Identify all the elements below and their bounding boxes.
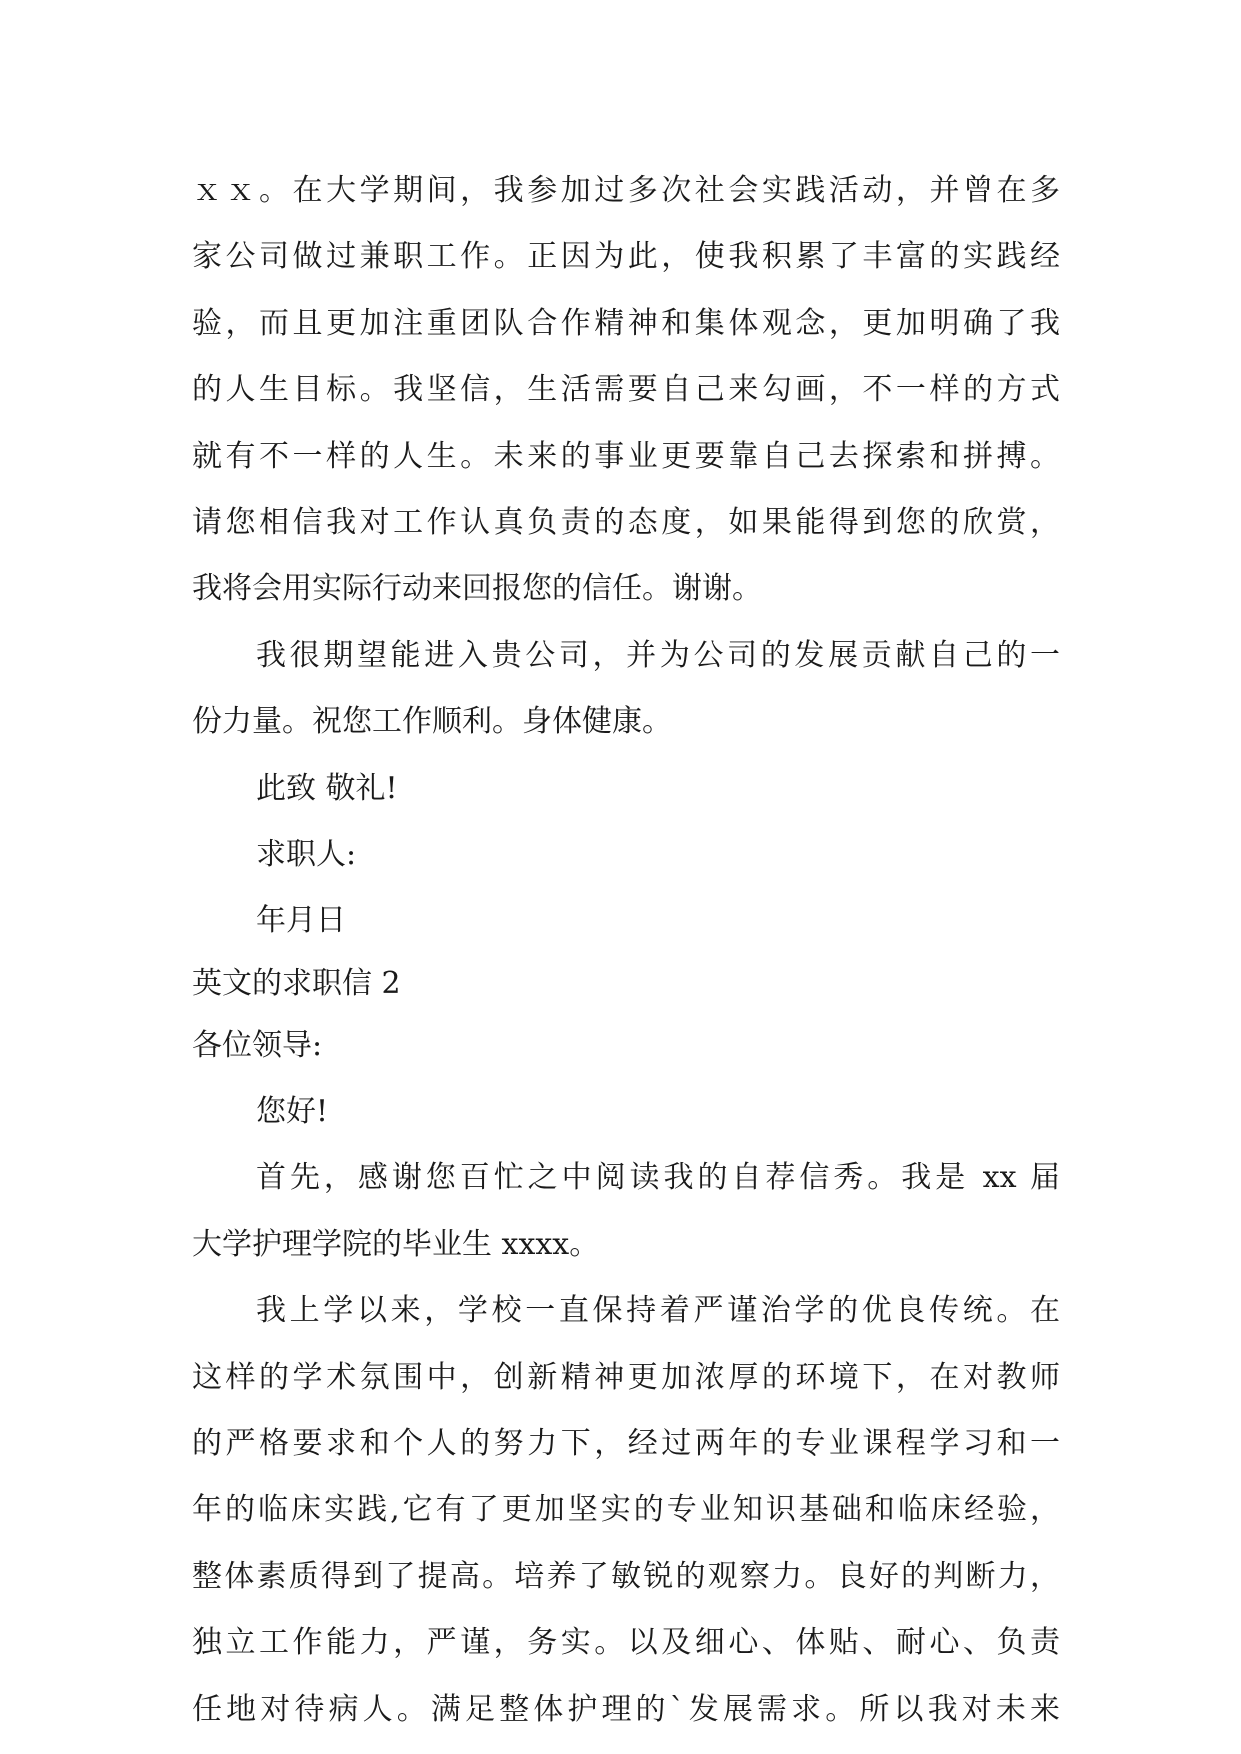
text-line: 的人生目标。我坚信，生活需要自己来勾画，不一样的方式 xyxy=(192,372,1060,408)
text-line: 家公司做过兼职工作。正因为此，使我积累了丰富的实践经 xyxy=(192,239,1060,275)
text-line: ｘｘ。在大学期间，我参加过多次社会实践活动，并曾在多 xyxy=(192,173,1060,208)
text-line: 验，而且更加注重团队合作精神和集体观念，更加明确了我 xyxy=(192,305,1060,341)
paragraph-education xyxy=(192,1278,1060,1743)
text-line: 我很期望能进入贵公司，并为公司的发展贡献自己的一 xyxy=(256,637,1060,673)
letter-body xyxy=(192,158,1060,1743)
text-line: 独立工作能力，严谨，务实。以及细心、体贴、耐心、负责 xyxy=(192,1625,1060,1661)
letter-date: 年月日 xyxy=(256,903,346,939)
text-line: 我将会用实际行动来回报您的信任。谢谢。 xyxy=(192,571,762,607)
paragraph-hope xyxy=(192,623,1060,756)
closing-salute: 此致 敬礼! xyxy=(256,770,398,806)
applicant-signature: 求职人: xyxy=(256,836,357,872)
section-title: 英文的求职信 2 xyxy=(192,965,401,1001)
text-line: 的严格要求和个人的努力下，经过两年的专业课程学习和一 xyxy=(192,1426,1060,1462)
text-line: 任地对待病人。满足整体护理的`发展需求。所以我对未来 xyxy=(192,1691,1060,1727)
text-line: 请您相信我对工作认真负责的态度，如果能得到您的欣赏， xyxy=(192,504,1060,540)
text-line: 我上学以来，学校一直保持着严谨治学的优良传统。在 xyxy=(256,1293,1060,1329)
text-line: 整体素质得到了提高。培养了敏锐的观察力。良好的判断力， xyxy=(192,1558,1060,1594)
salutation: 各位领导: xyxy=(192,1027,323,1063)
paragraph-practice-experience xyxy=(192,158,1060,623)
text-line: 年的临床实践,它有了更加坚实的专业知识基础和临床经验， xyxy=(192,1492,1060,1528)
text-line: 就有不一样的人生。未来的事业更要靠自己去探索和拼搏。 xyxy=(192,438,1060,474)
greeting: 您好! xyxy=(256,1094,329,1130)
text-line: 大学护理学院的毕业生 xxxx。 xyxy=(192,1226,600,1262)
text-line: 份力量。祝您工作顺利。身体健康。 xyxy=(192,704,672,740)
paragraph-introduction xyxy=(192,1145,1060,1278)
text-line: 这样的学术氛围中，创新精神更加浓厚的环境下，在对教师 xyxy=(192,1359,1060,1395)
text-line: 首先，感谢您百忙之中阅读我的自荐信秀。我是 xx 届 xyxy=(256,1160,1060,1196)
